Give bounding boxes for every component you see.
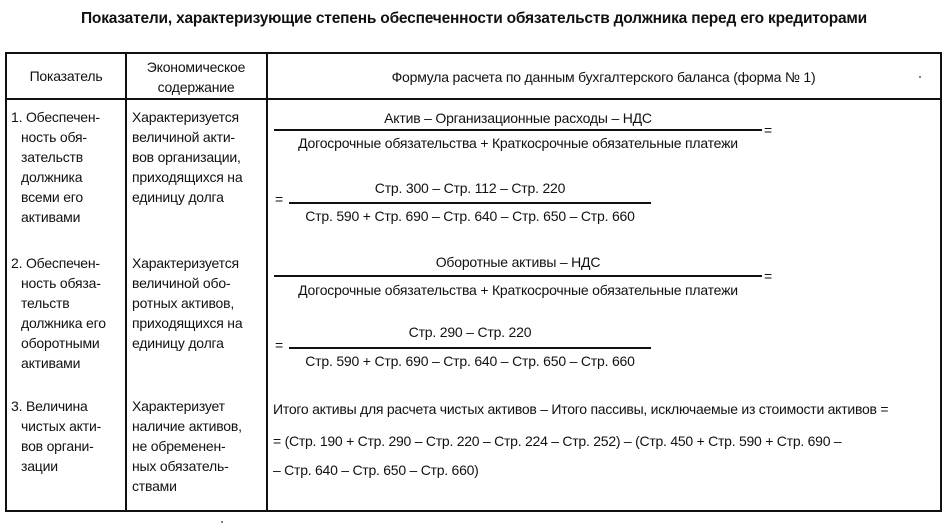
speck (221, 521, 223, 523)
header-formula: Формула расчета по данным бухгалтерского баланса (форма № 1) (391, 69, 816, 85)
text-line: приходящихся на (132, 169, 243, 185)
fraction-denominator: Догосрочные обязательства + Краткосрочные обязательные платежи (298, 135, 738, 151)
row1-meaning (132, 107, 266, 207)
page-title: Показатели, характеризующие степень обеспеченности обязательств должника перед его кредиторами (80, 10, 868, 27)
fraction-numerator: Стр. 290 – Стр. 220 (408, 324, 532, 340)
speck (919, 76, 921, 78)
text-line: единицу долга (132, 335, 224, 351)
text-line: величиной обо- (132, 275, 231, 291)
text-line: тельств (21, 295, 70, 311)
header-divider (7, 98, 940, 100)
text-line: должника его (21, 315, 106, 331)
row3-meaning (132, 396, 266, 496)
fraction-bar (274, 275, 762, 277)
text-line: активами (21, 355, 81, 371)
text-line: 1. Обеспечен- (11, 109, 100, 125)
row2-lines-fraction (289, 323, 651, 369)
text-line: ротных активов, (132, 295, 235, 311)
row1-formula-fraction (274, 109, 762, 153)
row2-formula-fraction (274, 253, 762, 297)
header-indicator: Показатель (29, 68, 103, 84)
text-line: вов организации, (132, 149, 241, 165)
text-line: всеми его (21, 189, 83, 205)
equals-sign: = (764, 122, 773, 138)
text-line: 3. Величина (11, 398, 88, 414)
text-line: ствами (132, 478, 177, 494)
header-economic-content (126, 57, 266, 97)
text-line: Характеризует (132, 398, 225, 414)
text-line: активами (21, 209, 81, 225)
column-divider (266, 54, 268, 510)
row3-formula-line: Итого активы для расчета чистых активов – Итого пассивы, исключаемые из стоимости активов = (273, 401, 889, 417)
text-line: вов органи- (21, 438, 94, 454)
equals-sign: = (275, 191, 284, 207)
text-line: зательств (21, 149, 83, 165)
text-line: величиной акти- (132, 129, 235, 145)
fraction-denominator: Стр. 590 + Стр. 690 – Стр. 640 – Стр. 650 – Стр. 660 (305, 353, 635, 369)
fraction-bar (289, 347, 651, 349)
equals-sign: = (275, 337, 284, 353)
text-line: Характеризуется (132, 255, 239, 271)
text-line: должника (21, 169, 83, 185)
row3-indicator (11, 396, 125, 476)
header-economic-line: содержание (157, 79, 235, 95)
row1-lines-fraction (289, 179, 651, 225)
fraction-numerator: Стр. 300 – Стр. 112 – Стр. 220 (374, 180, 566, 196)
header-economic-line: Экономическое (146, 59, 246, 75)
fraction-denominator: Догосрочные обязательства + Краткосрочные обязательные платежи (298, 282, 738, 298)
fraction-bar (274, 129, 762, 131)
row3-formula-line: = (Стр. 190 + Стр. 290 – Стр. 220 – Стр. 224 – Стр. 252) – (Стр. 450 + Стр. 590 + Стр. 690 – (273, 433, 842, 449)
text-line: 2. Обеспечен- (11, 255, 100, 271)
text-line: чистых акти- (21, 418, 102, 434)
indicators-table (5, 52, 942, 512)
text-line: зации (21, 458, 58, 474)
text-line: ность обя- (21, 129, 87, 145)
text-line: Характеризуется (132, 109, 239, 125)
text-line: оборотными (21, 335, 100, 351)
row2-meaning (132, 253, 266, 353)
row1-indicator (11, 107, 125, 227)
fraction-denominator: Стр. 590 + Стр. 690 – Стр. 640 – Стр. 650 – Стр. 660 (305, 208, 635, 224)
row3-formula-line: – Стр. 640 – Стр. 650 – Стр. 660) (273, 462, 479, 478)
column-divider (125, 54, 127, 510)
text-line: наличие активов, (132, 418, 242, 434)
row2-indicator (11, 253, 125, 373)
text-line: ных обязатель- (132, 458, 229, 474)
fraction-bar (289, 202, 651, 204)
text-line: ность обяза- (21, 275, 101, 291)
fraction-numerator: Актив – Организационные расходы – НДС (384, 110, 652, 126)
equals-sign: = (764, 268, 773, 284)
text-line: не обременен- (132, 438, 226, 454)
text-line: единицу долга (132, 189, 224, 205)
text-line: приходящихся на (132, 315, 243, 331)
fraction-numerator: Оборотные активы – НДС (435, 254, 601, 270)
